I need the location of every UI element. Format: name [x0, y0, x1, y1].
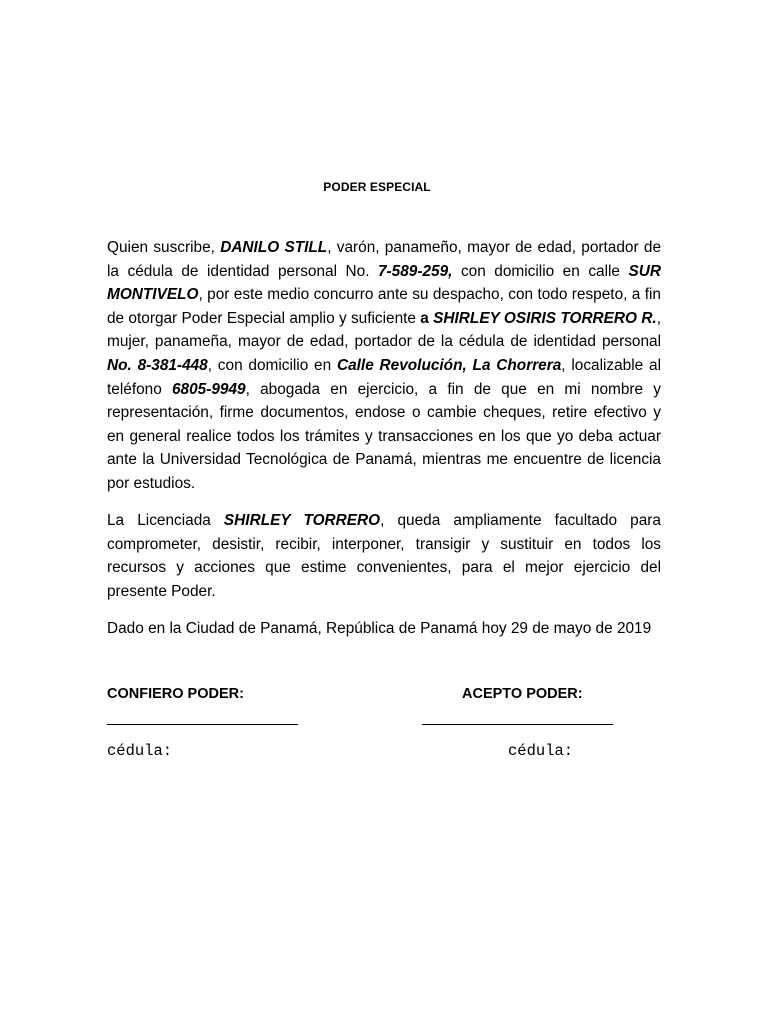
attorney-signature-heading: ACEPTO PODER:	[462, 686, 583, 702]
text-segment: , varón, panameño, mayor de edad, portador de la cédula de identidad personal No.	[107, 239, 661, 280]
attorney-address: Calle Revolución, La Chorrera	[336, 356, 562, 374]
grantor-address: SUR MONTIVELO	[107, 262, 661, 304]
text-segment: con domicilio en calle	[452, 262, 629, 280]
paragraph-powers	[107, 509, 661, 603]
text-segment: La Licenciada	[107, 512, 224, 529]
text-segment: , abogada en ejercicio, a fin de que en mi nombre y representación, firme documentos, endose o cambie cheques, retire efectivo y en general realice todos los trámites y transacciones en los que yo deba actuar ante la Universidad Tecnológica de Panamá, mientras me encuentre de licencia por estudios.	[107, 380, 661, 492]
text-segment: , queda ampliamente facultado para comprometer, desistir, recibir, interponer, transigir y sustituir en todos los recursos y acciones que estime convenientes, para el mejor ejercicio del presente Poder.	[107, 512, 661, 600]
grantor-signature-heading: CONFIERO PODER:	[107, 686, 244, 702]
attorney-signature-line	[422, 724, 613, 725]
text-segment-bold: a	[420, 309, 429, 327]
attorney-name: SHIRLEY OSIRIS TORRERO R.	[433, 309, 657, 327]
paragraph-date-place: Dado en la Ciudad de Panamá, República de Panamá hoy 29 de mayo de 2019	[107, 620, 652, 637]
attorney-phone: 6805-9949	[172, 380, 246, 398]
paragraph-grant	[107, 236, 661, 496]
text-segment: Quien suscribe,	[107, 239, 221, 256]
text-segment: , con domicilio en	[207, 356, 337, 374]
attorney-cedula: No. 8-381-448	[107, 356, 208, 374]
grantor-name: DANILO STILL	[220, 239, 328, 256]
text-segment: , por este medio concurro ante su despacho, con todo respeto, a fin de otorgar Poder Especial amplio y suficiente	[107, 286, 661, 327]
text-segment: , mujer, panameña, mayor de edad, portador de la cédula de identidad personal	[107, 309, 661, 351]
attorney-cedula-label: cédula:	[508, 742, 574, 760]
grantor-cedula: 7-589-259,	[378, 262, 453, 280]
text-segment: , localizable al teléfono	[107, 356, 661, 398]
grantor-cedula-label: cédula:	[107, 742, 173, 760]
attorney-short-name: SHIRLEY TORRERO	[223, 512, 381, 529]
grantor-signature-line	[107, 724, 298, 725]
document-title: PODER ESPECIAL	[323, 180, 431, 194]
